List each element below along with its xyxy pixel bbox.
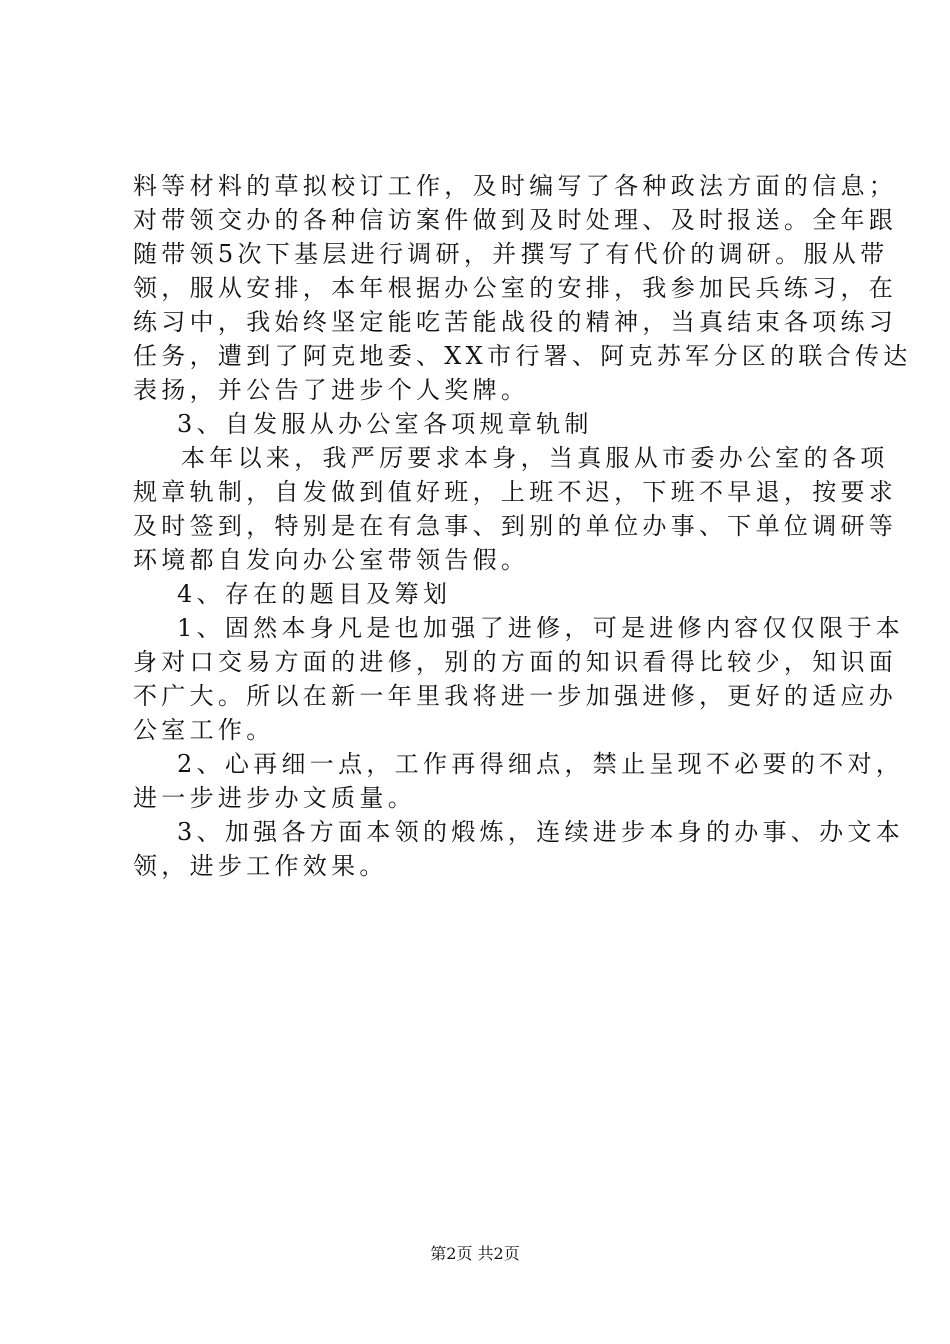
- body-text-line: 表扬，并公告了进步个人奖牌。: [133, 376, 530, 404]
- body-text-line: 练习中，我始终坚定能吃苦能战役的精神，当真结束各项练习: [133, 308, 898, 336]
- body-text-line: 料等材料的草拟校订工作，及时编写了各种政法方面的信息；: [133, 172, 898, 200]
- body-text-line: 随带领5次下基层进行调研，并撰写了有代价的调研。服从带: [133, 240, 889, 268]
- body-text-line: 规章轨制，自发做到值好班，上班不迟，下班不早退，按要求: [133, 478, 898, 506]
- body-text-line: 身对口交易方面的进修，别的方面的知识看得比较少，知识面: [133, 648, 898, 676]
- body-text-line: 进一步进步办文质量。: [133, 784, 416, 812]
- section-heading: 3、自发服从办公室各项规章轨制: [177, 410, 593, 438]
- body-text-line: 及时签到，特别是在有急事、到别的单位办事、下单位调研等: [133, 512, 898, 540]
- body-text-line: 公室工作。: [133, 716, 275, 744]
- body-text-line: 3、加强各方面本领的煅炼，连续进步本身的办事、办文本: [177, 818, 905, 846]
- body-text-line: 不广大。所以在新一年里我将进一步加强进修，更好的适应办: [133, 682, 898, 710]
- body-text-line: 领，进步工作效果。: [133, 852, 388, 880]
- body-text-line: 2、心再细一点，工作再得细点，禁止呈现不必要的不对，: [177, 750, 905, 778]
- body-text-line: 任务，遭到了阿克地委、XX市行署、阿克苏军分区的联合传达: [133, 342, 912, 370]
- body-text-line: 本年以来，我严厉要求本身，当真服从市委办公室的各项: [181, 444, 889, 472]
- section-heading: 4、存在的题目及筹划: [177, 580, 452, 608]
- body-text-line: 1、固然本身凡是也加强了进修，可是进修内容仅仅限于本: [177, 614, 905, 642]
- body-text-line: 环境都自发向办公室带领告假。: [133, 546, 530, 574]
- page-number-footer: 第2页 共2页: [430, 1244, 520, 1263]
- body-text-line: 领，服从安排，本年根据办公室的安排，我参加民兵练习，在: [133, 274, 898, 302]
- body-text-line: 对带领交办的各种信访案件做到及时处理、及时报送。全年跟: [133, 206, 898, 234]
